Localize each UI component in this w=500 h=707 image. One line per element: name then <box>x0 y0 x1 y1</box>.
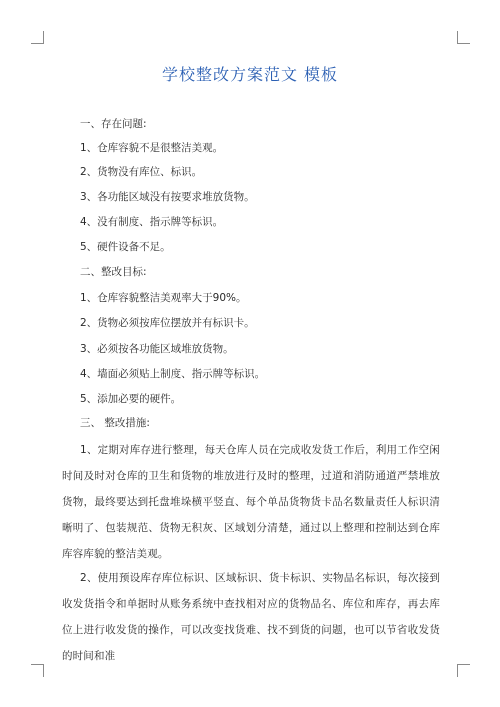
list-item: 4、没有制度、指示牌等标识。 <box>80 216 224 228</box>
list-item: 1、仓库容貌整洁美观率大于90%。 <box>80 292 247 304</box>
corner-mark-bottom-right <box>457 664 470 677</box>
corner-mark-bottom-left <box>31 664 44 677</box>
list-item: 3、各功能区域没有按要求堆放货物。 <box>80 191 255 203</box>
corner-mark-top-right <box>457 31 470 44</box>
section-heading-problems: 一、存在问题: <box>80 118 147 130</box>
corner-mark-top-left <box>31 31 44 44</box>
list-item: 5、硬件设备不足。 <box>80 241 171 253</box>
list-item: 3、必须按各功能区域堆放货物。 <box>80 343 234 355</box>
list-item: 2、货物必须按库位摆放并有标识卡。 <box>80 317 255 329</box>
section-heading-measures: 三、 整改措施: <box>80 417 150 429</box>
list-item: 2、货物没有库位、标识。 <box>80 166 203 178</box>
list-item: 4、墙面必须贴上制度、指示牌等标识。 <box>80 368 266 380</box>
section-heading-goals: 二、整改目标: <box>80 266 147 278</box>
list-item: 5、添加必要的硬件。 <box>80 393 182 405</box>
document-title: 学校整改方案范文 模板 <box>161 65 339 84</box>
body-paragraph: 1、定期对库存进行整理，每天仓库人员在完成收发货工作后，利用工作空闲时间及时对仓库的卫生和货物的堆放进行及时的整理，过道和消防通道严禁堆放货物，最终要达到托盘堆垛横平竖直、每个单品货物货卡品名数量责任人标识清晰明了、包装规范、货物无积灰、区域划分清楚，通过以上整理和控制达到仓库库容库貌的整洁美观。 <box>62 444 440 560</box>
list-item: 1、仓库容貌不是很整洁美观。 <box>80 142 224 154</box>
body-paragraph: 2、使用预设库存库位标识、区域标识、货卡标识、实物品名标识，每次接到收发货指令和单据时从账务系统中查找相对应的货物品名、库位和库存，再去库位上进行收发货的操作，可以改变找货难、找不到货的问题，也可以节省收发货的时间和准 <box>62 572 440 662</box>
